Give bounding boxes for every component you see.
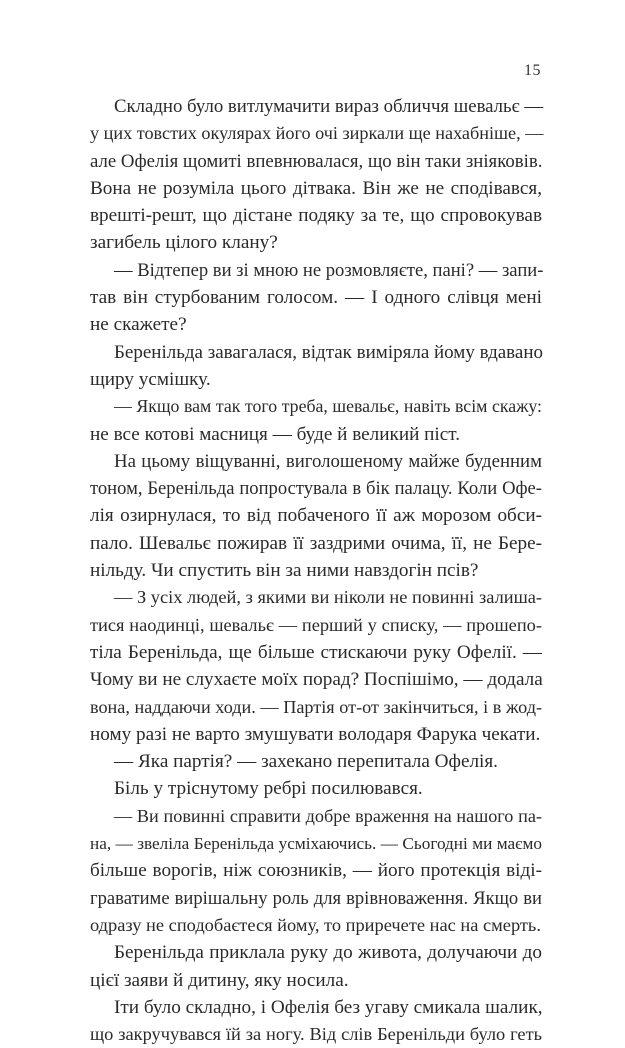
text-line: одразу не сподобаєтеся йому, то приречете нас на смерть. — [90, 914, 541, 935]
text-line: тися наодинці, шевальє — перший у списку, — прошепо- — [90, 614, 542, 635]
text-line: цієї заяви й дитину, яку носила. — [90, 969, 349, 991]
text-line: Біль у тріснутому ребрі посилювався. — [114, 778, 423, 800]
text-line: ному разі не варто змушувати володаря Фарука чекати. — [90, 723, 541, 745]
text-line: Іти було складно, і Офелія без угаву смикала шалик, — [114, 996, 543, 1018]
text-line: вона, наддаючи ходи. — Партія от-от закінчиться, і в жод- — [90, 696, 542, 717]
text-line: Вона не розуміла цього дітвака. Він же не сподівався, — [90, 177, 542, 199]
text-line: Беренільда приклала руку до живота, долучаючи до — [114, 942, 542, 964]
text-line: граватиме вирішальну роль для врівноваження. Якщо ви — [90, 887, 542, 909]
page-number: 15 — [524, 62, 541, 79]
text-line: але Офелія щомиті впевнювалася, що він таки зніяковів. — [90, 150, 543, 172]
text-line: — Відтепер ви зі мною не розмовляєте, пані? — запи- — [114, 259, 544, 281]
text-line: лія озирнулася, то від побаченого її аж морозом обси- — [90, 505, 542, 527]
text-line: тоном, Беренільда попростувала в бік палацу. Коли Офе- — [90, 478, 542, 500]
text-line: Беренільда завагалася, відтак виміряла йому вдавано — [114, 341, 544, 363]
text-line: не все котові масниця — буде й великий піст. — [90, 423, 461, 445]
text-line: тав він стурбованим голосом. — І одного слівця мені — [90, 287, 542, 309]
text-line: пало. Шевальє пожирав її заздрими очима, її, не Бере- — [90, 532, 542, 554]
body-text — [90, 93, 542, 1048]
text-line: тіла Беренільда, ще більше стискаючи руку Офелії. — — [90, 641, 542, 663]
text-line: — Ви повинні справити добре враження на нашого па- — [114, 805, 542, 826]
text-line: щиру усмішку. — [90, 368, 211, 390]
text-line: що закручувався їй за ногу. Від слів Беренільди було геть — [90, 1024, 542, 1045]
text-line: — З усіх людей, з якими ви ніколи не повинні залиша- — [114, 587, 543, 608]
text-line: нільду. Чи спустить він за ними навздогін псів? — [90, 560, 479, 582]
text-line: не скажете? — [90, 314, 187, 336]
text-line: — Якщо вам так того треба, шевальє, навіть всім скажу: — [114, 396, 542, 417]
text-line: у цих товстих окулярах його очі зиркали ще нахабніше, — — [90, 123, 544, 144]
text-line: — Яка партія? — захекано перепитала Офелія. — [114, 751, 498, 773]
text-line: Складно було витлумачити вираз обличчя шевальє — — [114, 96, 544, 117]
text-line: врешті-решт, що дістане подяку за те, що спровокував — [90, 205, 542, 227]
text-line: Чому ви не слухаєте моїх порад? Поспішімо, — додала — [90, 669, 543, 691]
text-line: на, — звеліла Беренільда усміхаючись. — Сьогодні ми маємо — [90, 834, 542, 854]
text-line: На цьому віщуванні, виголошеному майже буденним — [114, 450, 542, 472]
text-line: більше ворогів, ніж союзників, — його протекція віді- — [90, 860, 542, 882]
text-line: загибель цілого клану? — [90, 232, 278, 254]
